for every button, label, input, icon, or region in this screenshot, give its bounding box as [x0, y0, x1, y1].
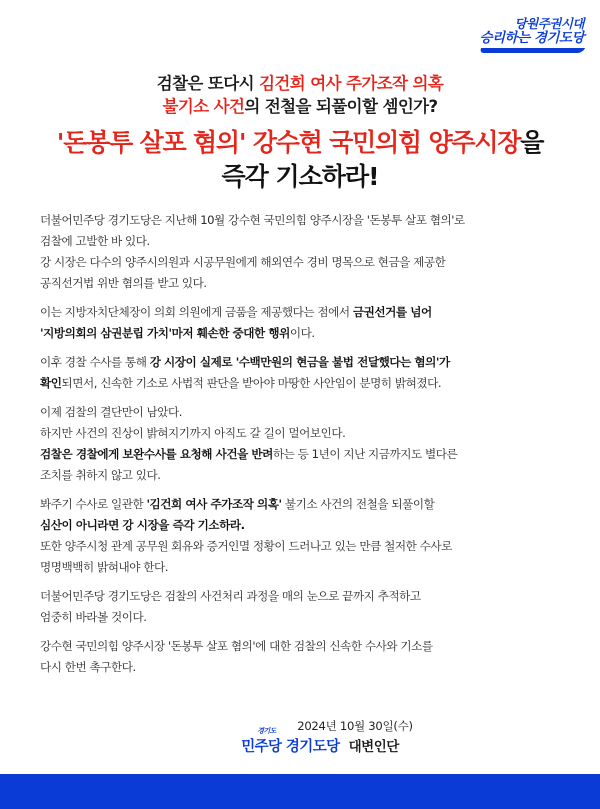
paragraph-5 — [40, 494, 560, 578]
p3-line2-bold: 확인 — [40, 376, 62, 390]
statement-body — [40, 210, 560, 686]
p1-line3: 강 시장은 다수의 양주시의원과 시공무원에게 해외연수 경비 명목으로 현금을 제공한 — [40, 255, 446, 269]
party-logo — [241, 727, 340, 756]
p5-line1-post: 불기소 사건의 전철을 되풀이할 — [281, 497, 435, 511]
paragraph-1 — [40, 210, 560, 294]
spokesperson-role: 대변인단 — [348, 739, 399, 755]
paragraph-7 — [40, 636, 560, 678]
p5-line1 — [40, 494, 560, 515]
p5-line2: 심산이 아니라면 강 시장을 즉각 기소하라. — [40, 518, 245, 532]
statement-date: 2024년 10월 30일(수) — [297, 719, 413, 733]
subhead-line1 — [0, 72, 600, 95]
p7-line1: 강수현 국민의힘 양주시장 '돈봉투 살포 혐의'에 대한 검찰의 신속한 수사와 기소를 — [40, 639, 433, 653]
p2-line1 — [40, 302, 560, 323]
p5-line4: 명명백백히 밝혀내야 한다. — [40, 560, 168, 574]
main-title-line1 — [0, 126, 600, 160]
p4-line3-post: 하는 등 1년이 지난 지금까지도 별다른 — [272, 447, 458, 461]
p4-line3-bold: 검찰은 경찰에게 보완수사를 요청해 사건을 반려 — [40, 447, 273, 461]
p2-line2-post: 이다. — [289, 326, 315, 340]
main-title-line2: 즉각 기소하라! — [221, 162, 379, 191]
p2-line1-pre: 이는 지방자치단체장이 의회 의원에게 금품을 제공했다는 점에서 — [40, 305, 353, 319]
main-title-red: '돈봉투 살포 혐의' 강수현 국민의힘 양주시장 — [56, 128, 521, 157]
p2-line1-bold: 금권선거를 넘어 — [352, 305, 432, 319]
party-logo-text: 민주당 경기도당 — [241, 739, 340, 755]
p3-line1-bold: 강 시장이 실제로 '수백만원의 현금을 불법 전달했다는 혐의'가 — [149, 355, 450, 369]
subhead2-red: 불기소 사건 — [162, 97, 245, 116]
headline — [0, 72, 600, 194]
p4-line3 — [40, 444, 560, 465]
paragraph-3 — [40, 352, 560, 394]
p6-line2: 엄중히 바라볼 것이다. — [40, 610, 147, 624]
logo-swoosh-icon — [479, 48, 585, 53]
p4-line4: 조치를 취하지 않고 있다. — [40, 468, 161, 482]
p5-line3: 또한 양주시청 관계 공무원 회유와 증거인멸 정황이 드러나고 있는 만큼 철저한 수사로 — [40, 539, 452, 553]
p5-line1-pre: 봐주기 수사로 일관한 — [40, 497, 147, 511]
p3-line1-pre: 이후 경찰 수사를 통해 — [40, 355, 150, 369]
p2-line2 — [40, 323, 560, 344]
main-title-post: 을 — [520, 128, 544, 157]
paragraph-4 — [40, 402, 560, 486]
bottom-bar — [0, 774, 600, 809]
p1-line4: 공직선거법 위반 혐의를 받고 있다. — [40, 276, 207, 290]
subhead1-red: 김건희 여사 주가조작 의혹 — [259, 74, 444, 93]
p2-line2-bold: '지방의회의 삼권분립 가치'마저 훼손한 중대한 행위 — [40, 326, 290, 340]
p5-line1-bold: '김건희 여사 주가조작 의혹' — [146, 497, 282, 511]
p3-line2 — [40, 373, 560, 394]
subhead1-pre: 검찰은 또다시 — [156, 74, 260, 93]
p1-line2: 검찰에 고발한 바 있다. — [40, 234, 150, 248]
p1-line1: 더불어민주당 경기도당은 지난해 10월 강수현 국민의힘 양주시장을 '돈봉투 살포 혐의'로 — [40, 213, 465, 227]
corner-logo-line1: 당원주권시대 — [514, 16, 584, 31]
party-logo-small: 경기도 — [257, 727, 276, 735]
corner-logo — [474, 16, 584, 53]
subhead-line2 — [0, 95, 600, 118]
p3-line2-post: 되면서, 신속한 기소로 사법적 판단을 받아야 마땅한 사안임이 분명히 밝혀졌다. — [61, 376, 442, 390]
p6-line1: 더불어민주당 경기도당은 검찰의 사건처리 과정을 매의 눈으로 끝까지 추적하고 — [40, 589, 421, 603]
signature — [0, 727, 600, 756]
subhead2-post: 의 전철을 되풀이할 셈인가? — [244, 97, 438, 116]
p7-line2: 다시 한번 촉구한다. — [40, 660, 136, 674]
p4-line2: 하지만 사건의 진상이 밝혀지기까지 아직도 갈 길이 멀어보인다. — [40, 426, 346, 440]
paragraph-2 — [40, 302, 560, 344]
paragraph-6 — [40, 586, 560, 628]
corner-logo-line2: 승리하는 경기도당 — [479, 30, 584, 46]
p4-line1: 이제 검찰의 결단만이 남았다. — [40, 405, 182, 419]
p3-line1 — [40, 352, 560, 373]
